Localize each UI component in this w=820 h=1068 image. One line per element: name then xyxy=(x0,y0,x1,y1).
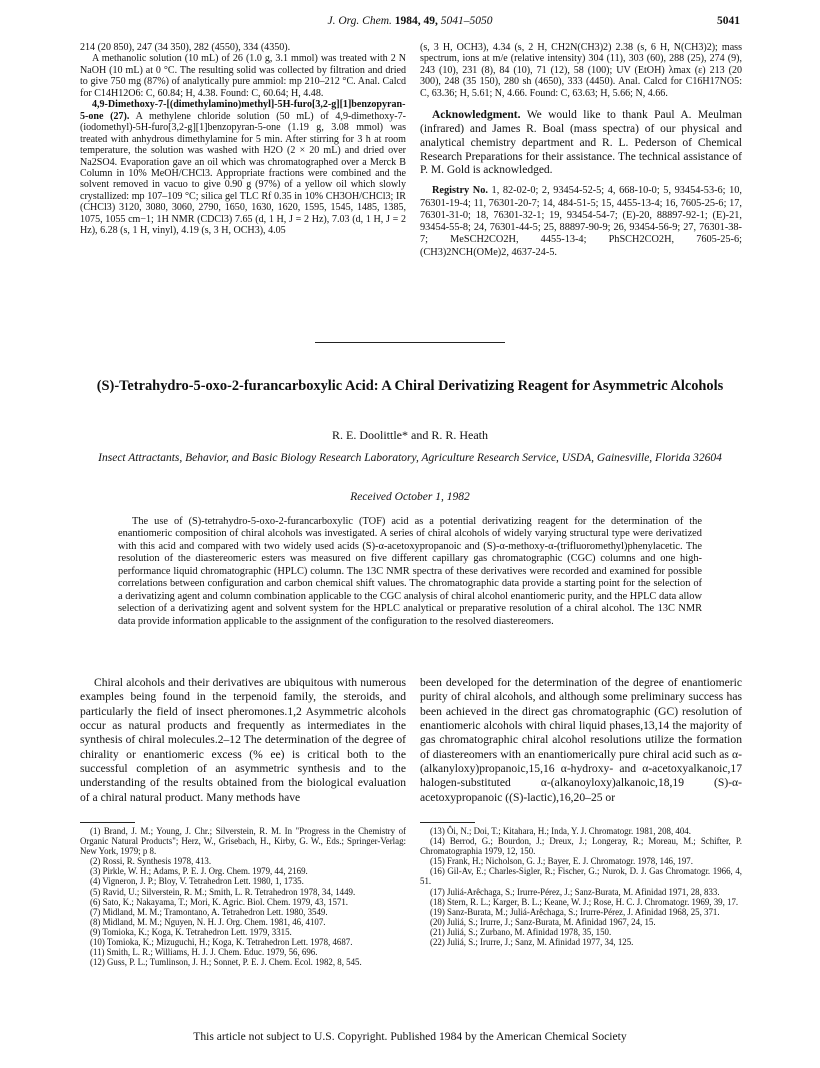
copyright-footer: This article not subject to U.S. Copyright. Published 1984 by the American Chemical Society xyxy=(193,1030,627,1043)
footnote: (13) Ôi, N.; Doi, T.; Kitahara, H.; Inda, Y. J. Chromatogr. 1981, 208, 404. xyxy=(430,826,691,836)
footnote: (18) Stern, R. L.; Karger, B. L.; Keane, W. J.; Rose, H. C. J. Chromatogr. 1969, 39, 17. xyxy=(430,896,739,907)
journal-name: J. Org. Chem. xyxy=(327,15,392,27)
footnote: (8) Midland, M. M.; Nguyen, N. H. J. Org. Chem. 1981, 46, 4107. xyxy=(90,916,326,927)
author-affiliation: Insect Attractants, Behavior, and Basic Biology Research Laboratory, Agriculture Research Service, USDA, Gainesville, Florida 32604 xyxy=(98,452,722,464)
acknowledgment-body: We would like to thank Paul A. Meulman (infrared) and James R. Boal (mass spectra) of our physical and analytical chemistry department and R. L. Pederson of Chemical Research Preparations for their assistance. The technical assistance of P. M. Gold is acknowledged. xyxy=(420,109,742,177)
footnote: (1) Brand, J. M.; Young, J. Chr.; Silverstein, R. M. In "Progress in the Chemistry of Organic Natural Products"; Herz, W., Grisebach, H., Kirby, G. W., Eds.; Springer-Verlag: New York, 1979; p 8. xyxy=(80,826,406,857)
compound-27-body: A methylene chloride solution (50 mL) of 4,9-dimethoxy-7-(iodomethyl)-5H-furo[3,2-g][1]benzopyran-5-one (1.19 g, 3.08 mmol) was treated with anhydrous dimethylamine for 5 min. After stirring for 3 h at room temperature, the solution was washed with H2O (2 × 20 mL) and dried over Na2SO4. Evaporation gave an oil which was chromatographed over a Merck B Column in 10% MeOH/CHCl3. Appropriate fractions were combined and the solvent removed in vacuo to give 0.90 g (97%) of a yellow oil which slowly crystallized: mp 107–109 °C; silica gel TLC Rf 0.35 in 10% CH3OH/CHCl3; IR (CHCl3) 3120, 3080, 3060, 2790, 1650, 1630, 1620, 1595, 1545, 1485, 1385, 1075, 1055 cm−1; 1H NMR (CDCl3) 7.65 (d, 1 H, J = 2 Hz), 7.03 (d, 1 H, J = 2 Hz), 6.28 (s, 1 H, vinyl), 4.19 (s, 3 H, OCH3), 4.05 xyxy=(80,110,406,237)
page-number: 5041 xyxy=(717,15,740,27)
footnote: (20) Juliá, S.; Irurre, J.; Sanz-Burata, M. Afinidad 1967, 24, 15. xyxy=(430,916,656,927)
footnote-rule-left xyxy=(80,822,135,823)
footnotes-left xyxy=(80,826,406,967)
registry-numbers xyxy=(420,185,742,259)
previous-article-right-column xyxy=(420,42,742,259)
journal-citation xyxy=(80,15,740,27)
footnote: (9) Tomioka, K.; Koga, K. Tetrahedron Lett. 1979, 3315. xyxy=(90,926,292,937)
footnote: (2) Rossi, R. Synthesis 1978, 413. xyxy=(90,856,212,867)
abstract: The use of (S)-tetrahydro-5-oxo-2-furancarboxylic (TOF) acid as a potential derivatizing reagent for the determination of the enantiomeric composition of chiral alcohols was investigated. A series of chiral alcohols of widely varying structural type were derivatized with this acid and compared with two widely used acids (S)-α-acetoxypropanoic and (S)-α-methoxy-α-(trifluoromethyl)phenylacetic. The resolution of the diastereomeric esters was measured on five different capillary gas chromatographic (CGC) columns and one high-performance liquid chromatographic (HPLC) column. The 13C NMR spectra of these derivatives were recorded and examined for possible correlations between configuration and carbon chemical shift values. The chromatographic data provide a starting point for the selection of a derivatizing agent and column combination applicable to the CGC analysis of chiral alcohol enantiomeric purity, and the HPLC data allow selection of a derivatizing agent and solvent system for the HPLC analytical or preparative resolution of a chiral alcohol. The 13C NMR data provide information applicable to the assignment of the configuration to the resolved diastereomers. xyxy=(118,516,702,627)
footnote: (17) Juliá-Arêchaga, S.; Irurre-Pérez, J.; Sanz-Burata, M. Afinidad 1971, 28, 833. xyxy=(430,886,720,897)
footnote: (22) Juliá, S.; Irurre, J.; Sanz, M. Afinidad 1977, 34, 125. xyxy=(430,937,634,948)
received-date: Received October 1, 1982 xyxy=(350,491,470,503)
footnote: (3) Pirkle, W. H.; Adams, P. E. J. Org. Chem. 1979, 44, 2169. xyxy=(90,866,308,877)
footnote: (11) Smith, L. R.; Williams, H. J. J. Chem. Educ. 1979, 56, 696. xyxy=(90,947,318,958)
compound-27-heading: 4,9-Dimethoxy-7-[(dimethylamino)methyl]-5H-furo[3,2-g][1]benzopyran-5-one (27). xyxy=(80,99,406,122)
footnote-rule-right xyxy=(420,822,475,823)
running-head xyxy=(80,15,740,29)
body-paragraph-left: Chiral alcohols and their derivatives are ubiquitous with numerous examples being found in the terpenoid family, the steroids, and particularly the field of insect pheromones.1,2 Asymmetric alcohols occur as natural products and frequently as intermediates in the synthesis of chiral molecules.2–12 The determination of the degree of chirality or enantiomeric excess (% ee) is critical both to the successful completion of an asymmetric synthesis and to the understanding of the results obtained from the biological evaluation of a chiral natural product. Many methods have xyxy=(80,676,406,804)
footnote: (12) Guss, P. L.; Tumlinson, J. H.; Sonnet, P. E. J. Chem. Ecol. 1982, 8, 545. xyxy=(90,957,362,968)
body-paragraph-right: been developed for the determination of the degree of enantiomeric purity of chiral alcohols, and although some preliminary success has been achieved in the direct gas chromatographic (GC) resolution of enantiomeric alcohols with chiral liquid phases,13,14 the majority of gas chromatographic chiral alcohol resolutions utilize the formation of diastereomers with an enantiomerically pure chiral acid such as α-(alkanyloxy)propanoic,15,16 α-hydroxy- and α-acetoxyalkanoic,17 halogen-substituted α-(alkanoyloxy)alkanoic,18,19 (S)-α-acetoxypropanoic ((S)-lactic),16,20–25 or xyxy=(420,676,742,804)
prev-ammiol-procedure: A methanolic solution (10 mL) of 26 (1.0 g, 3.1 mmol) was treated with 2 N NaOH (10 mL) at 0 °C. The resulting solid was collected by filtration and dried to give 750 mg (87%) of analytically pure ammiol: mp 210–212 °C. Anal. Calcd for C14H12O6: C, 60.84; H, 4.38. Found: C, 60.64; H, 4.48. xyxy=(80,53,406,99)
body-text-left-column xyxy=(80,676,406,805)
footnotes-right xyxy=(420,826,742,947)
registry-heading: Registry No. xyxy=(432,185,488,197)
footnote: (6) Sato, K.; Nakayama, T.; Mori, K. Agric. Biol. Chem. 1979, 43, 1571. xyxy=(90,896,349,907)
previous-article-left-column xyxy=(80,42,406,237)
acknowledgment xyxy=(420,109,742,178)
article-separator-rule xyxy=(315,342,505,343)
journal-year-volume: 1984, 49, xyxy=(394,15,438,27)
article-authors: R. E. Doolittle* and R. R. Heath xyxy=(332,428,488,442)
footnote: (15) Frank, H.; Nicholson, G. J.; Bayer, E. J. Chromatogr. 1978, 146, 197. xyxy=(430,856,693,867)
prev-compound-27-procedure xyxy=(80,99,406,236)
acknowledgment-heading: Acknowledgment. xyxy=(432,109,521,122)
footnote: (4) Vigneron, J. P.; Bloy, V. Tetrahedron Lett. 1980, 1, 1735. xyxy=(90,876,304,887)
footnote: (10) Tomioka, K.; Mizuguchi, H.; Koga, K. Tetrahedron Lett. 1978, 4687. xyxy=(90,937,353,948)
prev-uv-data: 214 (20 850), 247 (34 350), 282 (4550), 334 (4350). xyxy=(80,42,291,53)
body-text-right-column xyxy=(420,676,742,805)
footnote: (14) Berrod, G.; Bourdon, J.; Dreux, J.; Longeray, R.; Moreau, M.; Schifter, P. Chromatographia 1979, 12, 150. xyxy=(420,836,742,857)
journal-pages: 5041–5050 xyxy=(440,15,493,27)
footnote: (7) Midland, M. M.; Tramontano, A. Tetrahedron Lett. 1980, 3549. xyxy=(90,906,328,917)
footnote: (5) Ravid, U.; Silverstein, R. M.; Smith, L. R. Tetrahedron 1978, 34, 1449. xyxy=(90,886,356,897)
registry-body: 1, 82-02-0; 2, 93454-52-5; 4, 668-10-0; 5, 93454-53-6; 10, 76301-19-4; 11, 76301-20-7; 14, 484-51-5; 15, 4455-13-4; 16, 7605-25-6; 17, 76301-31-0; 18, 76301-32-1; 19, 93454-54-7; (E)-20, 88897-92-1; (E)-21, 93454-55-8; 24, 76301-44-5; 25, 88897-90-9; 26, 93454-56-9; 27, 76301-38-7; MeSCH2CO2H, 4455-13-4; PhSCH2CO2H, 7605-25-6; (CH3)2NCH(OMe)2, 4637-24-5. xyxy=(420,185,742,258)
footnote: (16) Gil-Av, E.; Charles-Sigler, R.; Fischer, G.; Nurok, D. J. Gas Chromatogr. 1966, 4, 51. xyxy=(420,866,742,887)
article-title: (S)-Tetrahydro-5-oxo-2-furancarboxylic Acid: A Chiral Derivatizing Reagent for Asymmetric Alcohols xyxy=(96,378,724,394)
footnote: (21) Juliá, S.; Zurbano, M. Afinidad 1978, 35, 150. xyxy=(430,926,612,937)
prev-nmr-continuation: (s, 3 H, OCH3), 4.34 (s, 2 H, CH2N(CH3)2) 2.38 (s, 6 H, N(CH3)2); mass spectrum, ions at m/e (relative intensity) 304 (11), 303 (60), 288 (25), 274 (9), 243 (10), 231 (8), 84 (10), 71 (12), 58 (100); UV (EtOH) λmax (ε) 213 (20 300), 248 (35 150), 280 sh (4650), 333 (4450). Anal. Calcd for C16H17NO5: C, 63.36; H, 5.61; N, 4.66. Found: C, 63.63; H, 5.66; N, 4.66. xyxy=(420,42,742,99)
footnote: (19) Sanz-Burata, M.; Juliá-Arêchaga, S.; Irurre-Pérez, J. Afinidad 1968, 25, 371. xyxy=(430,906,720,917)
